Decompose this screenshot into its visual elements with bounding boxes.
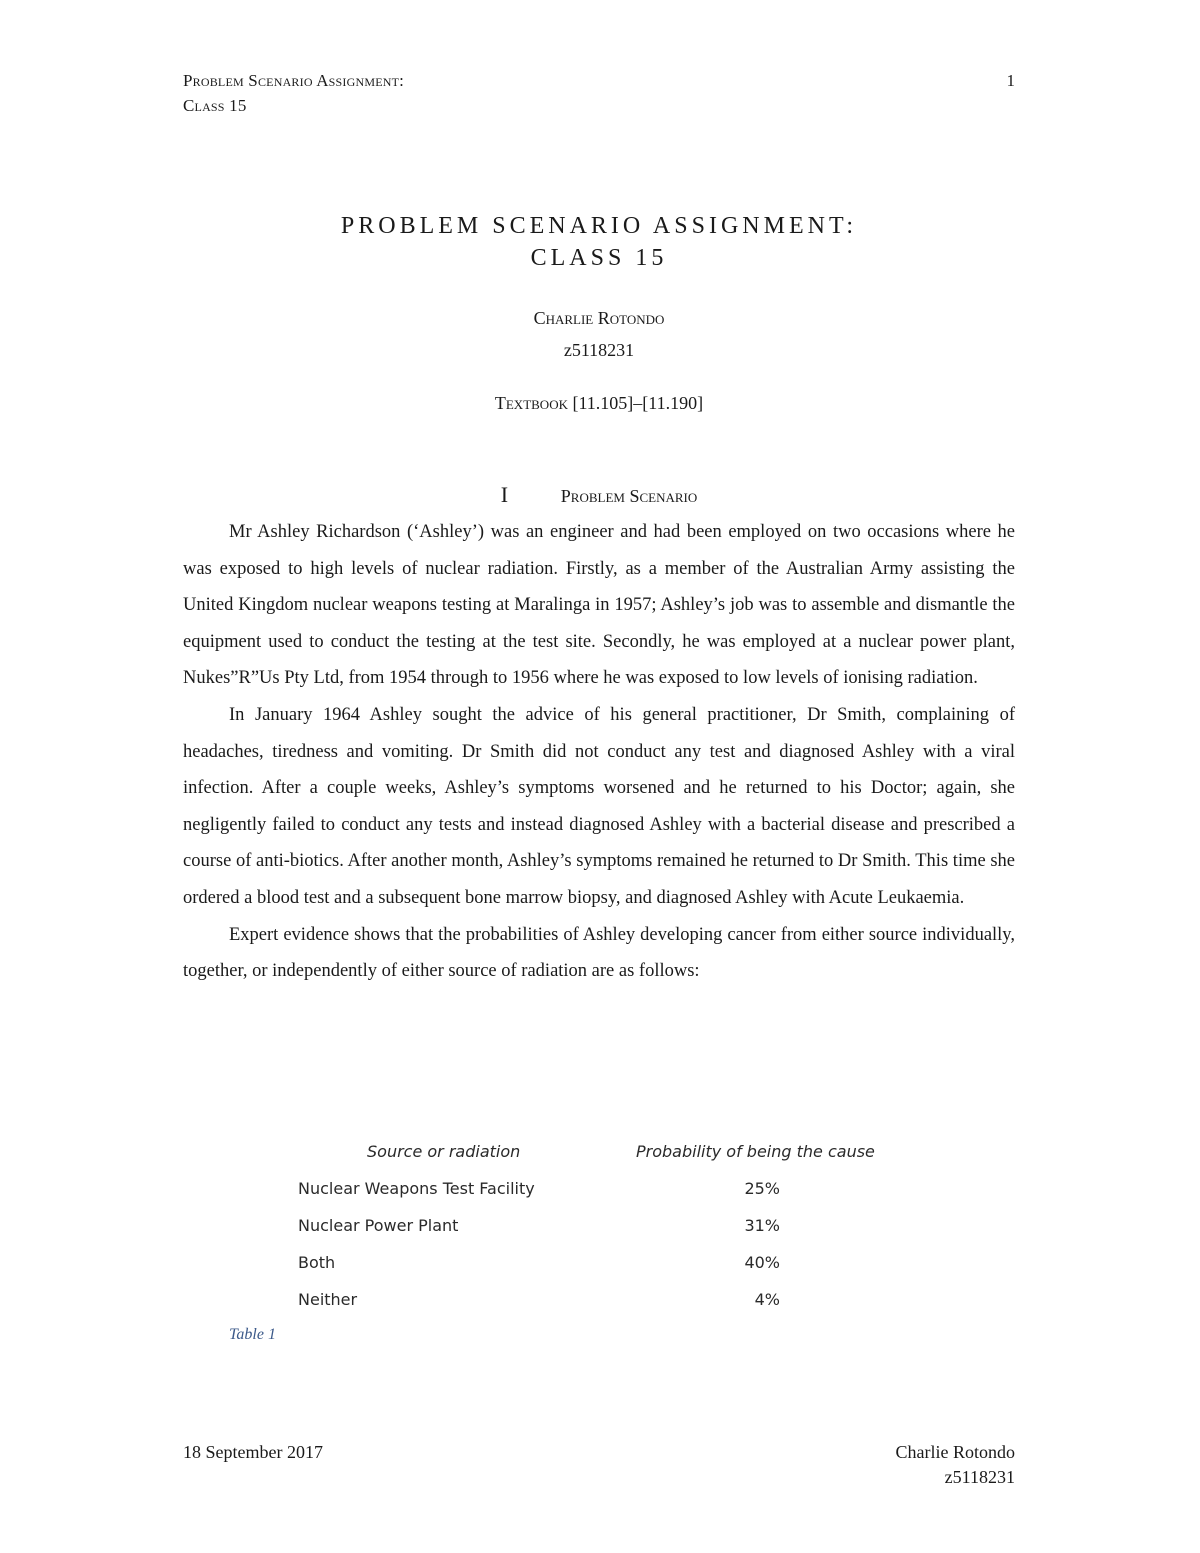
footer-id: z5118231 [944,1467,1015,1487]
title-line-1: PROBLEM SCENARIO ASSIGNMENT: [340,213,858,239]
body-text [183,514,1015,990]
column-header-probability: Probability of being the cause [636,1142,875,1161]
textbook-reference: Textbook [11.105]–[11.190] [494,393,704,413]
running-header-line-2: Class 15 [183,96,247,115]
table-cell-probability: 25% [744,1179,780,1198]
table-cell-probability: 31% [744,1216,780,1235]
author-name: Charlie Rotondo [533,308,665,328]
table-cell-source: Both [298,1253,336,1272]
table-row [298,1284,918,1321]
author-block [183,302,1015,366]
table-row [298,1210,918,1247]
table-row [298,1247,918,1284]
column-header-source: Source or radiation [367,1142,521,1161]
title-line-2: CLASS 15 [530,245,668,271]
table-caption: Table 1 [229,1326,276,1343]
footer-date: 18 September 2017 [183,1442,323,1462]
student-id: z5118231 [563,340,635,360]
section-heading [183,482,1015,509]
table-cell-probability: 40% [744,1253,780,1272]
footer-author [896,1440,1016,1490]
table-cell-source: Neither [298,1290,358,1309]
running-header [183,68,404,118]
section-number: I [500,482,509,507]
table-row [298,1173,918,1210]
table-cell-probability: 4% [754,1290,780,1309]
paragraph: Mr Ashley Richardson (‘Ashley’) was an engineer and had been employed on two occasions where he was exposed to high levels of nuclear radiation. Firstly, as a member of the Australian Army assisting the United Kingdom nuclear weapons testing at Maralinga in 1957; Ashley’s job was to assemble and dismantle the equipment used to conduct the testing at the test site. Secondly, he was employed at a nuclear power plant, Nukes”R”Us Pty Ltd, from 1954 through to 1956 where he was exposed to low levels of ionising radiation. [183,522,1015,689]
table-header-row [298,1136,918,1173]
probability-table [298,1136,918,1321]
page-number: 1 [1006,71,1015,90]
running-header-line-1: Problem Scenario Assignment: [183,71,405,90]
paragraph: In January 1964 Ashley sought the advice of his general practitioner, Dr Smith, complaining of headaches, tiredness and vomiting. Dr Smith did not conduct any test and diagnosed Ashley with a viral infection. After a couple weeks, Ashley’s symptoms worsened and he returned to his Doctor; again, she negligently failed to conduct any tests and instead diagnosed Ashley with a bacterial disease and prescribed a course of anti-biotics. After another month, Ashley’s symptoms remained he returned to Dr Smith. This time she ordered a blood test and a subsequent bone marrow biopsy, and diagnosed Ashley with Acute Leukaemia. [183,704,1015,908]
table-cell-source: Nuclear Power Plant [298,1216,459,1235]
table-cell-source: Nuclear Weapons Test Facility [298,1179,535,1198]
section-title: Problem Scenario [560,486,698,506]
document-title [183,210,1015,274]
paragraph: Expert evidence shows that the probabilities of Ashley developing cancer from either source individually, together, or independently of either source of radiation are as follows: [183,924,1015,982]
footer-name: Charlie Rotondo [895,1442,1015,1462]
